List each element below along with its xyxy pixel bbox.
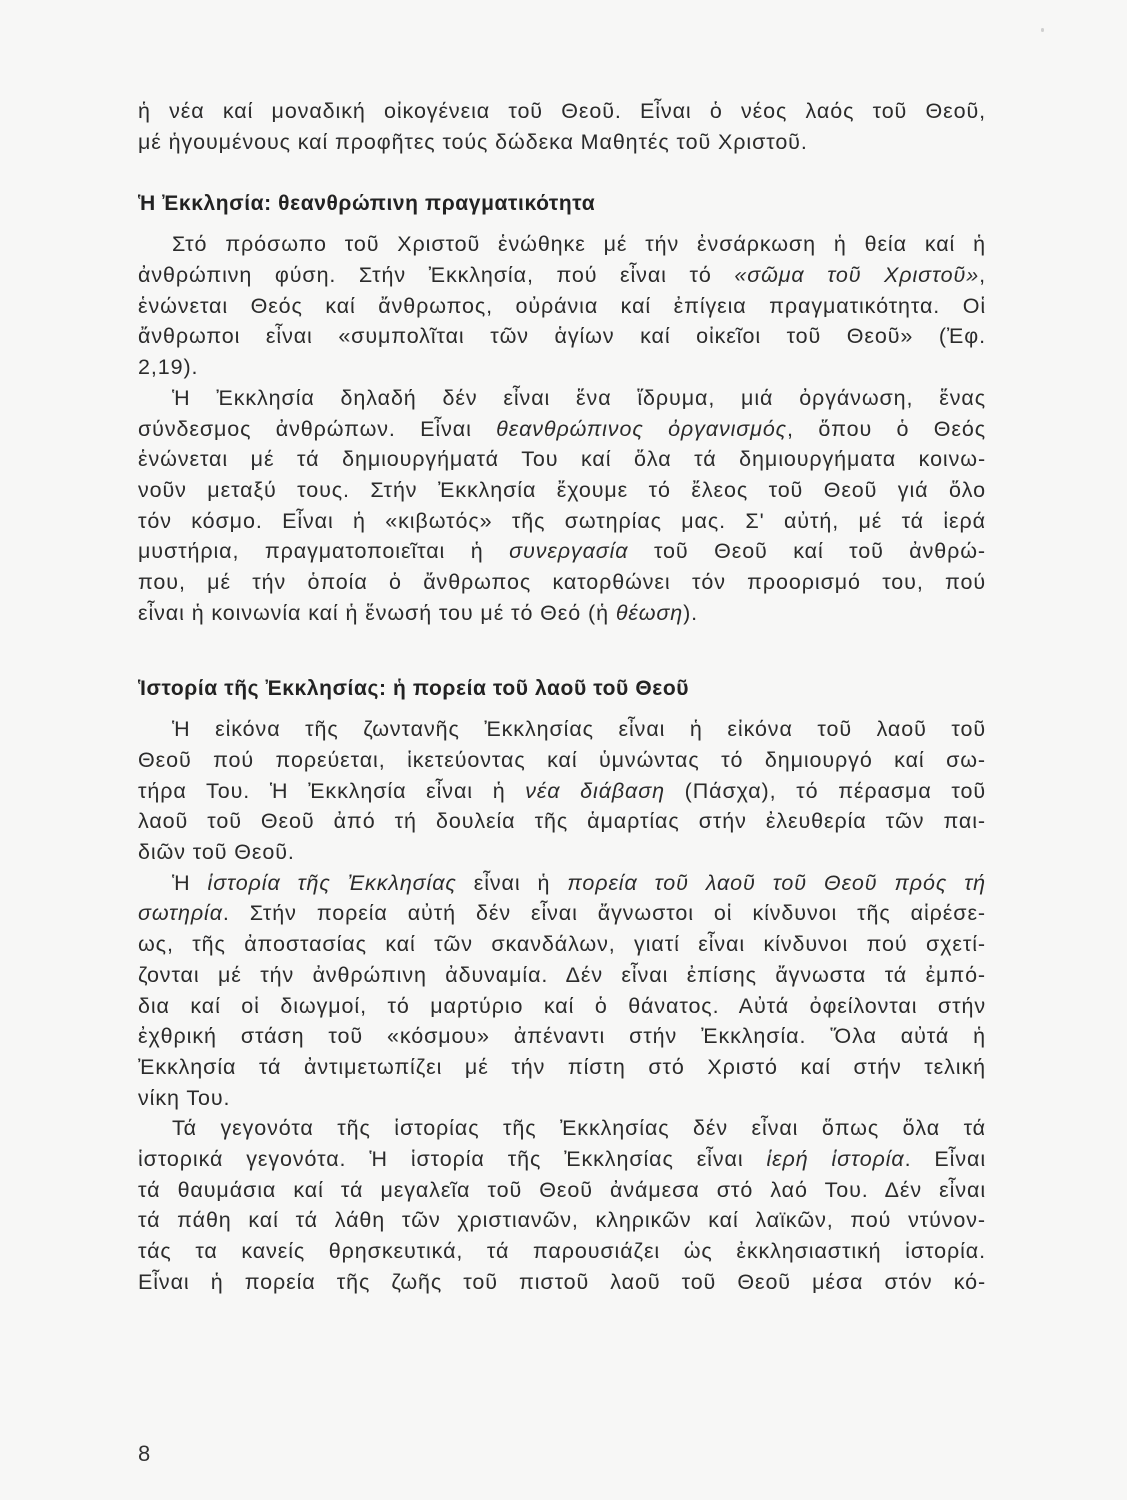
page-body	[138, 96, 986, 1297]
section-heading: Ἡ Ἐκκλησία: θεανθρώπινη πραγματικότητα	[138, 192, 596, 216]
section-theanthropic	[138, 189, 986, 628]
text-line: ἑνώνεται Θεός καί ἄνθρωπος, οὐράνια καί ἐπίγεια πραγματικότητα. Οἱ	[138, 293, 986, 318]
text-line: τόν κόσμο. Εἶναι ἡ «κιβωτός» τῆς σωτηρίας μας. Σ' αὐτή, μέ τά ἱερά	[138, 508, 986, 533]
text-line: Τά γεγονότα τῆς ἱστορίας τῆς Ἐκκλησίας δέν εἶναι ὅπως ὅλα τά	[172, 1116, 986, 1141]
text-line: τάς τα κανείς θρησκευτικά, τά παρουσιάζει ὡς ἐκκλησιαστική ἱστορία.	[138, 1239, 986, 1263]
text-line: μυστήρια, πραγματοποιεῖται ἡ συνεργασία τοῦ Θεοῦ καί τοῦ ἀνθρώ-	[138, 539, 986, 564]
text-line: εἶναι ἡ κοινωνία καί ἡ ἕνωσή του μέ τό Θεό (ἡ θέωση).	[138, 600, 699, 625]
paragraph	[138, 868, 986, 1114]
text-line: ἐχθρική στάση τοῦ «κόσμου» ἀπέναντι στήν Ἐκκλησία. Ὅλα αὐτά ἡ	[138, 1024, 986, 1049]
text-line: Ἡ Ἐκκλησία δηλαδή δέν εἶναι ἕνα ἵδρυμα, μιά ὀργάνωση, ἕνας	[172, 385, 986, 410]
text-line: ως, τῆς ἀποστασίας καί τῶν σκανδάλων, γιατί εἶναι κίνδυνοι πού σχετί-	[138, 932, 986, 957]
text-line: Ἡ ἱστορία τῆς Ἐκκλησίας εἶναι ἡ πορεία τοῦ λαοῦ τοῦ Θεοῦ πρός τή	[172, 870, 986, 895]
text-line: Θεοῦ πού πορεύεται, ἱκετεύοντας καί ὑμνώντας τό δημιουργό καί σω-	[138, 748, 986, 772]
text-line: σύνδεσμος ἀνθρώπων. Εἶναι θεανθρώπινος ὀργανισμός, ὅπου ὁ Θεός	[138, 416, 986, 441]
text-line: τήρα Του. Ἡ Ἐκκλησία εἶναι ἡ νέα διάβαση (Πάσχα), τό πέρασμα τοῦ	[138, 778, 986, 803]
text-line: ἀνθρώπινη φύση. Στήν Ἐκκλησία, πού εἶναι τό «σῶμα τοῦ Χριστοῦ»,	[138, 263, 986, 288]
text-line: σωτηρία. Στήν πορεία αὐτή δέν εἶναι ἄγνωστοι οἱ κίνδυνοι τῆς αἱρέσε-	[138, 901, 986, 926]
text-line: τά πάθη καί τά λάθη τῶν χριστιανῶν, κληρικῶν καί λαϊκῶν, πού ντύνον-	[138, 1208, 986, 1233]
text-line: ἑνώνεται μέ τά δημιουργήματά Του καί ὅλα τά δημιουργήματα κοινω-	[138, 447, 986, 472]
text-line: μέ ἡγουμένους καί προφῆτες τούς δώδεκα Μαθητές τοῦ Χριστοῦ.	[138, 129, 808, 154]
text-line: δια καί οἱ διωγμοί, τό μαρτύριο καί ὁ θάνατος. Αὐτά ὀφείλονται στήν	[138, 993, 986, 1018]
text-line: ἡ νέα καί μοναδική οἰκογένεια τοῦ Θεοῦ. Εἶναι ὁ νέος λαός τοῦ Θεοῦ,	[138, 99, 986, 123]
text-line: ζονται μέ τήν ἀνθρώπινη ἀδυναμία. Δέν εἶναι ἐπίσης ἄγνωστα τά ἐμπό-	[138, 962, 986, 987]
text-line: ἱστορικά γεγονότα. Ἡ ἱστορία τῆς Ἐκκλησίας εἶναι ἱερή ἱστορία. Εἶναι	[138, 1146, 987, 1171]
section-heading: Ἱστορία τῆς Ἐκκλησίας: ἡ πορεία τοῦ λαοῦ τοῦ Θεοῦ	[138, 677, 690, 701]
paragraph	[138, 1113, 986, 1297]
text-line: Ἡ εἰκόνα τῆς ζωντανῆς Ἐκκλησίας εἶναι ἡ εἰκόνα τοῦ λαοῦ τοῦ	[172, 717, 986, 742]
text-line: 2,19).	[138, 355, 199, 380]
text-line: που, μέ τήν ὁποία ὁ ἄνθρωπος κατορθώνει τόν προορισμό του, πού	[138, 569, 986, 594]
paragraph	[138, 383, 986, 629]
text-line: ἄνθρωποι εἶναι «συμπολῖται τῶν ἁγίων καί οἰκεῖοι τοῦ Θεοῦ» (Ἐφ.	[138, 324, 986, 349]
paragraph	[138, 714, 986, 867]
text-line: νίκη Του.	[138, 1085, 231, 1110]
text-line: Εἶναι ἡ πορεία τῆς ζωῆς τοῦ πιστοῦ λαοῦ τοῦ Θεοῦ μέσα στόν κό-	[138, 1269, 986, 1294]
paragraph	[138, 229, 986, 382]
text-line: τά θαυμάσια καί τά μεγαλεῖα τοῦ Θεοῦ ἀνάμεσα στό λαό Του. Δέν εἶναι	[138, 1177, 986, 1202]
text-line: λαοῦ τοῦ Θεοῦ ἀπό τή δουλεία τῆς ἁμαρτίας στήν ἐλευθερία τῶν παι-	[138, 809, 986, 834]
section-church-history	[138, 674, 986, 1297]
intro-paragraph	[138, 96, 986, 157]
text-line: Στό πρόσωπο τοῦ Χριστοῦ ἑνώθηκε μέ τήν ἐνσάρκωση ἡ θεία καί ἡ	[172, 232, 986, 257]
scan-speck	[1041, 28, 1044, 32]
text-line: νοῦν μεταξύ τους. Στήν Ἐκκλησία ἔχουμε τό ἔλεος τοῦ Θεοῦ γιά ὅλο	[138, 477, 986, 502]
text-line: Ἐκκλησία τά ἀντιμετωπίζει μέ τήν πίστη στό Χριστό καί στήν τελική	[138, 1054, 986, 1079]
text-line: διῶν τοῦ Θεοῦ.	[138, 840, 295, 865]
page-number: 8	[138, 1441, 151, 1466]
